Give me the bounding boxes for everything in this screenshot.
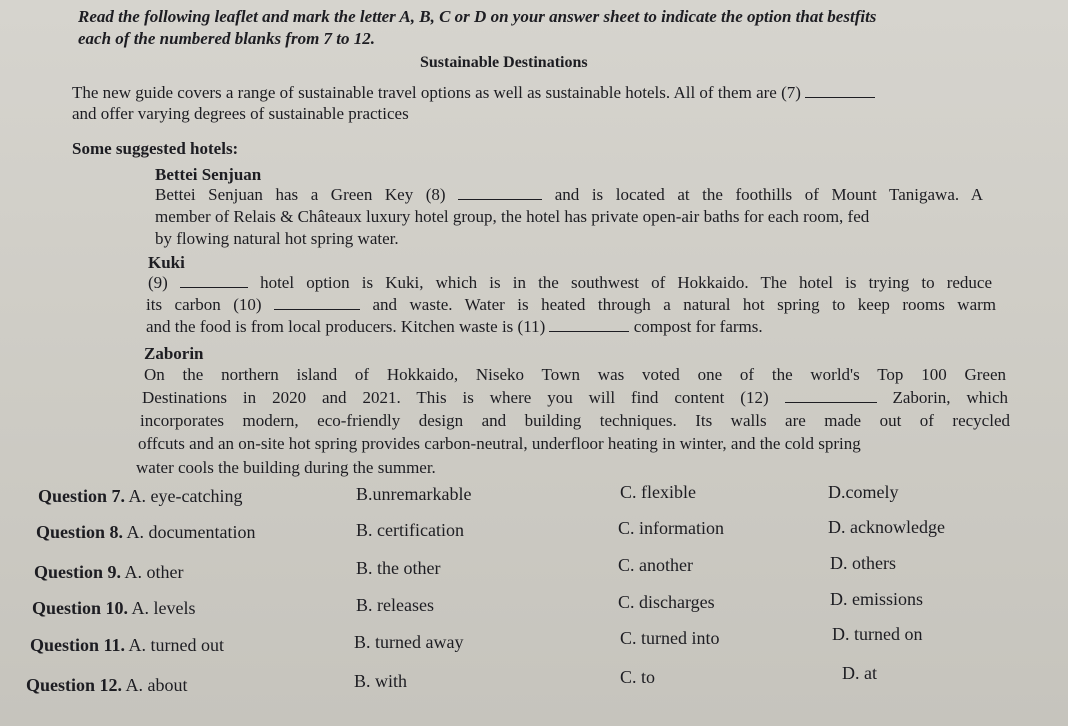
zaborin-line-5: water cools the building during the summer. — [136, 458, 436, 477]
option-d[interactable]: D. at — [842, 663, 877, 683]
kuki-text-3b: compost for farms. — [633, 317, 763, 336]
question-label: Question 12. — [26, 675, 123, 695]
option-c[interactable]: C. to — [620, 667, 656, 687]
question-label: Question 8. — [36, 522, 124, 542]
option-d[interactable]: D. emissions — [830, 589, 924, 609]
blank-8 — [458, 185, 542, 200]
zaborin-line-3: incorporates modern, eco-friendly design and building techniques. Its walls are made out of recycled — [140, 411, 1010, 430]
question-label: Question 9. — [34, 562, 122, 582]
zaborin-text-2a: Destinations in 2020 and 2021. This is where you will find content (12) — [142, 388, 769, 407]
option-a[interactable]: A. documentation — [126, 522, 256, 542]
option-a[interactable]: A. about — [125, 675, 188, 695]
blank-11 — [549, 317, 629, 332]
option-c[interactable]: C. discharges — [618, 592, 715, 612]
kuki-line-2 — [146, 294, 996, 316]
blank-7 — [805, 83, 875, 98]
option-b[interactable]: B. turned away — [354, 632, 464, 652]
blank-10 — [274, 295, 360, 310]
bettei-text-1a: Bettei Senjuan has a Green Key (8) — [155, 185, 446, 204]
question-label: Question 10. — [32, 598, 129, 618]
option-a[interactable]: A. other — [124, 562, 184, 582]
option-b[interactable]: B.unremarkable — [356, 484, 472, 504]
zaborin-line-1: On the northern island of Hokkaido, Niseko Town was voted one of the world's Top 100 Green — [144, 365, 1006, 384]
zaborin-text-2b: Zaborin, which — [892, 388, 1009, 407]
option-d[interactable]: D. others — [830, 553, 896, 573]
option-b[interactable]: B. releases — [356, 595, 434, 615]
kuki-text-2b: and waste. Water is heated through a natural hot spring to keep rooms warm — [372, 295, 996, 314]
option-d[interactable]: D. turned on — [832, 624, 923, 644]
question-label: Question 7. — [38, 486, 126, 506]
option-b[interactable]: B. with — [354, 671, 408, 691]
intro-line-1 — [72, 82, 875, 104]
option-c[interactable]: C. turned into — [620, 628, 720, 648]
kuki-text-1a: (9) — [148, 273, 168, 292]
zaborin-line-2 — [142, 387, 1008, 409]
hotels-heading: Some suggested hotels: — [72, 139, 239, 158]
kuki-line-3 — [146, 316, 763, 338]
option-c[interactable]: C. flexible — [620, 482, 696, 502]
option-c[interactable]: C. information — [618, 518, 724, 538]
option-a[interactable]: A. turned out — [128, 635, 225, 655]
hotel-name-kuki: Kuki — [148, 253, 185, 272]
hotel-name-bettei: Bettei Senjuan — [155, 165, 262, 184]
option-b[interactable]: B. certification — [356, 520, 464, 540]
kuki-line-1 — [148, 272, 992, 294]
option-b[interactable]: B. the other — [356, 558, 441, 578]
option-a[interactable]: A. levels — [131, 598, 196, 618]
kuki-text-1b: hotel option is Kuki, which is in the southwest of Hokkaido. The hotel is trying to reduce — [260, 273, 992, 292]
hotel-name-zaborin: Zaborin — [144, 344, 204, 363]
leaflet-title: Sustainable Destinations — [420, 54, 588, 71]
kuki-text-3a: and the food is from local producers. Kitchen waste is (11) — [146, 317, 546, 336]
option-a[interactable]: A. eye-catching — [128, 486, 243, 506]
bettei-line-2: member of Relais & Châteaux luxury hotel group, the hotel has private open-air baths for each room, fed — [155, 207, 870, 226]
option-d[interactable]: D.comely — [828, 482, 899, 502]
intro-line-2: and offer varying degrees of sustainable practices — [72, 104, 409, 123]
bettei-text-1b: and is located at the foothills of Mount Tanigawa. A — [554, 185, 984, 204]
zaborin-line-4: offcuts and an on-site hot spring provides carbon-neutral, underfloor heating in winter, and the cold spring — [138, 434, 861, 453]
bettei-line-1 — [155, 184, 983, 206]
instruction-line-2: each of the numbered blanks from 7 to 12. — [78, 29, 376, 48]
option-d[interactable]: D. acknowledge — [828, 517, 945, 537]
instruction-line-1: Read the following leaflet and mark the letter A, B, C or D on your answer sheet to indicate the option that bestfits — [78, 7, 877, 26]
blank-9 — [180, 273, 248, 288]
question-label: Question 11. — [30, 635, 126, 655]
blank-12 — [785, 388, 877, 403]
kuki-text-2a: its carbon (10) — [146, 295, 262, 314]
option-c[interactable]: C. another — [618, 555, 693, 575]
intro-text-1: The new guide covers a range of sustainable travel options as well as sustainable hotels. All of them are (7) — [72, 83, 801, 102]
bettei-line-3: by flowing natural hot spring water. — [155, 229, 399, 248]
